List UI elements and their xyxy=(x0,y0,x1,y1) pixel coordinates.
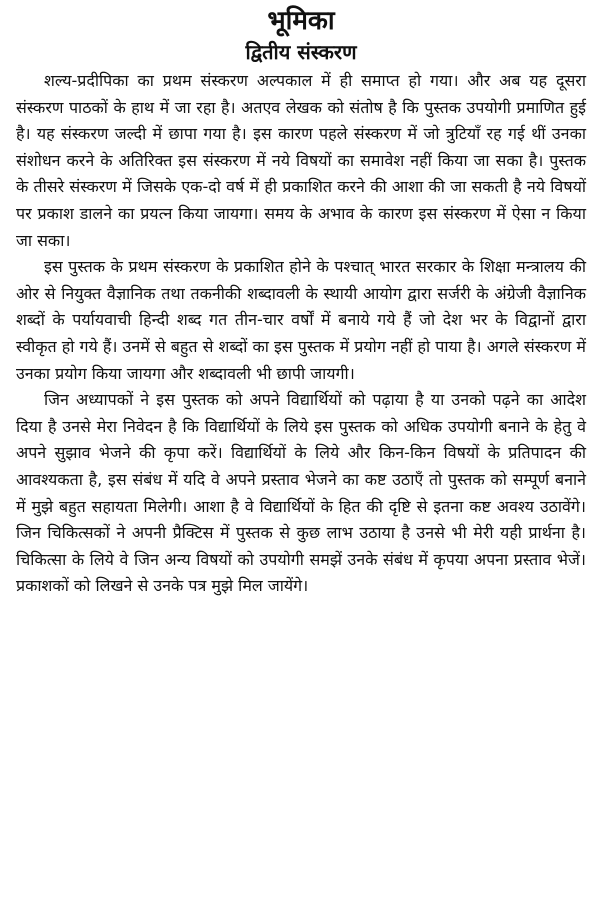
paragraph-first-edition: शल्य-प्रदीपिका का प्रथम संस्करण अल्पकाल में ही समाप्त हो गया। और अब यह दूसरा संस्करण पाठकों के हाथ में जा रहा है। अतएव लेखक को संतोष है कि पुस्तक उपयोगी प्रमाणित हुई है। यह संस्करण जल्दी में छापा गया है। इस कारण पहले संस्करण में जो त्रुटियाँ रह गई थीं उनका संशोधन करने के अतिरिक्त इस संस्करण में नये विषयों का समावेश नहीं किया जा सका है। पुस्तक के तीसरे संस्करण में जिसके एक-दो वर्ष में ही प्रकाशित करने की आशा की जा सकती है नये विषयों पर प्रकाश डालने का प्रयत्न किया जायगा। समय के अभाव के कारण इस संस्करण में ऐसा न किया जा सका। xyxy=(16,71,586,250)
paragraph-request-suggestions: जिन अध्यापकों ने इस पुस्तक को अपने विद्यार्थियों को पढ़ाया है या उनको पढ़ने का आदेश दिया है उनसे मेरा निवेदन है कि विद्यार्थियों के लिये इस पुस्तक को अधिक उपयोगी बनाने के हेतु वे अपने सुझाव भेजने की कृपा करें। विद्यार्थियों के लिये और किन-किन विषयों के प्रतिपादन की आवश्यकता है, इस संबंध में यदि वे अपने प्रस्ताव भेजने का कष्ट उठाएँ तो पुस्तक को सम्पूर्ण बनाने में मुझे बहुत सहायता मिलेगी। आशा है वे विद्यार्थियों के हित की दृष्टि से इतना कष्ट अवश्य उठावेंगे। जिन चिकित्सकों ने अपनी प्रैक्टिस में पुस्तक से कुछ लाभ उठाया है उनसे भी मेरी यही प्रार्थना है। चिकित्सा के लिये वे जिन अन्य विषयों को उपयोगी समझें उनके संबंध में कृपया अपना प्रस्ताव भेजें। प्रकाशकों को लिखने से उनके पत्र मुझे मिल जायेंगे। xyxy=(16,390,586,596)
page-subtitle: द्वितीय संस्करण xyxy=(245,40,357,64)
paragraph-terminology: इस पुस्तक के प्रथम संस्करण के प्रकाशित होने के पश्चात् भारत सरकार के शिक्षा मन्त्रालय की ओर से नियुक्त वैज्ञानिक तथा तकनीकी शब्दावली के स्थायी आयोग द्वारा सर्जरी के अंग्रेजी वैज्ञानिक शब्दों के पर्यायवाची हिन्दी शब्द गत तीन-चार वर्षों में बनाये गये हैं जो देश भर के विद्वानों द्वारा स्वीकृत हो गये हैं। उनमें से बहुत से शब्दों का इस पुस्तक में प्रयोग नहीं हो पाया है। अगले संस्करण में उनका प्रयोग किया जायगा और शब्दावली भी छापी जायगी। xyxy=(16,257,586,383)
page-title: भूमिका xyxy=(267,6,335,36)
